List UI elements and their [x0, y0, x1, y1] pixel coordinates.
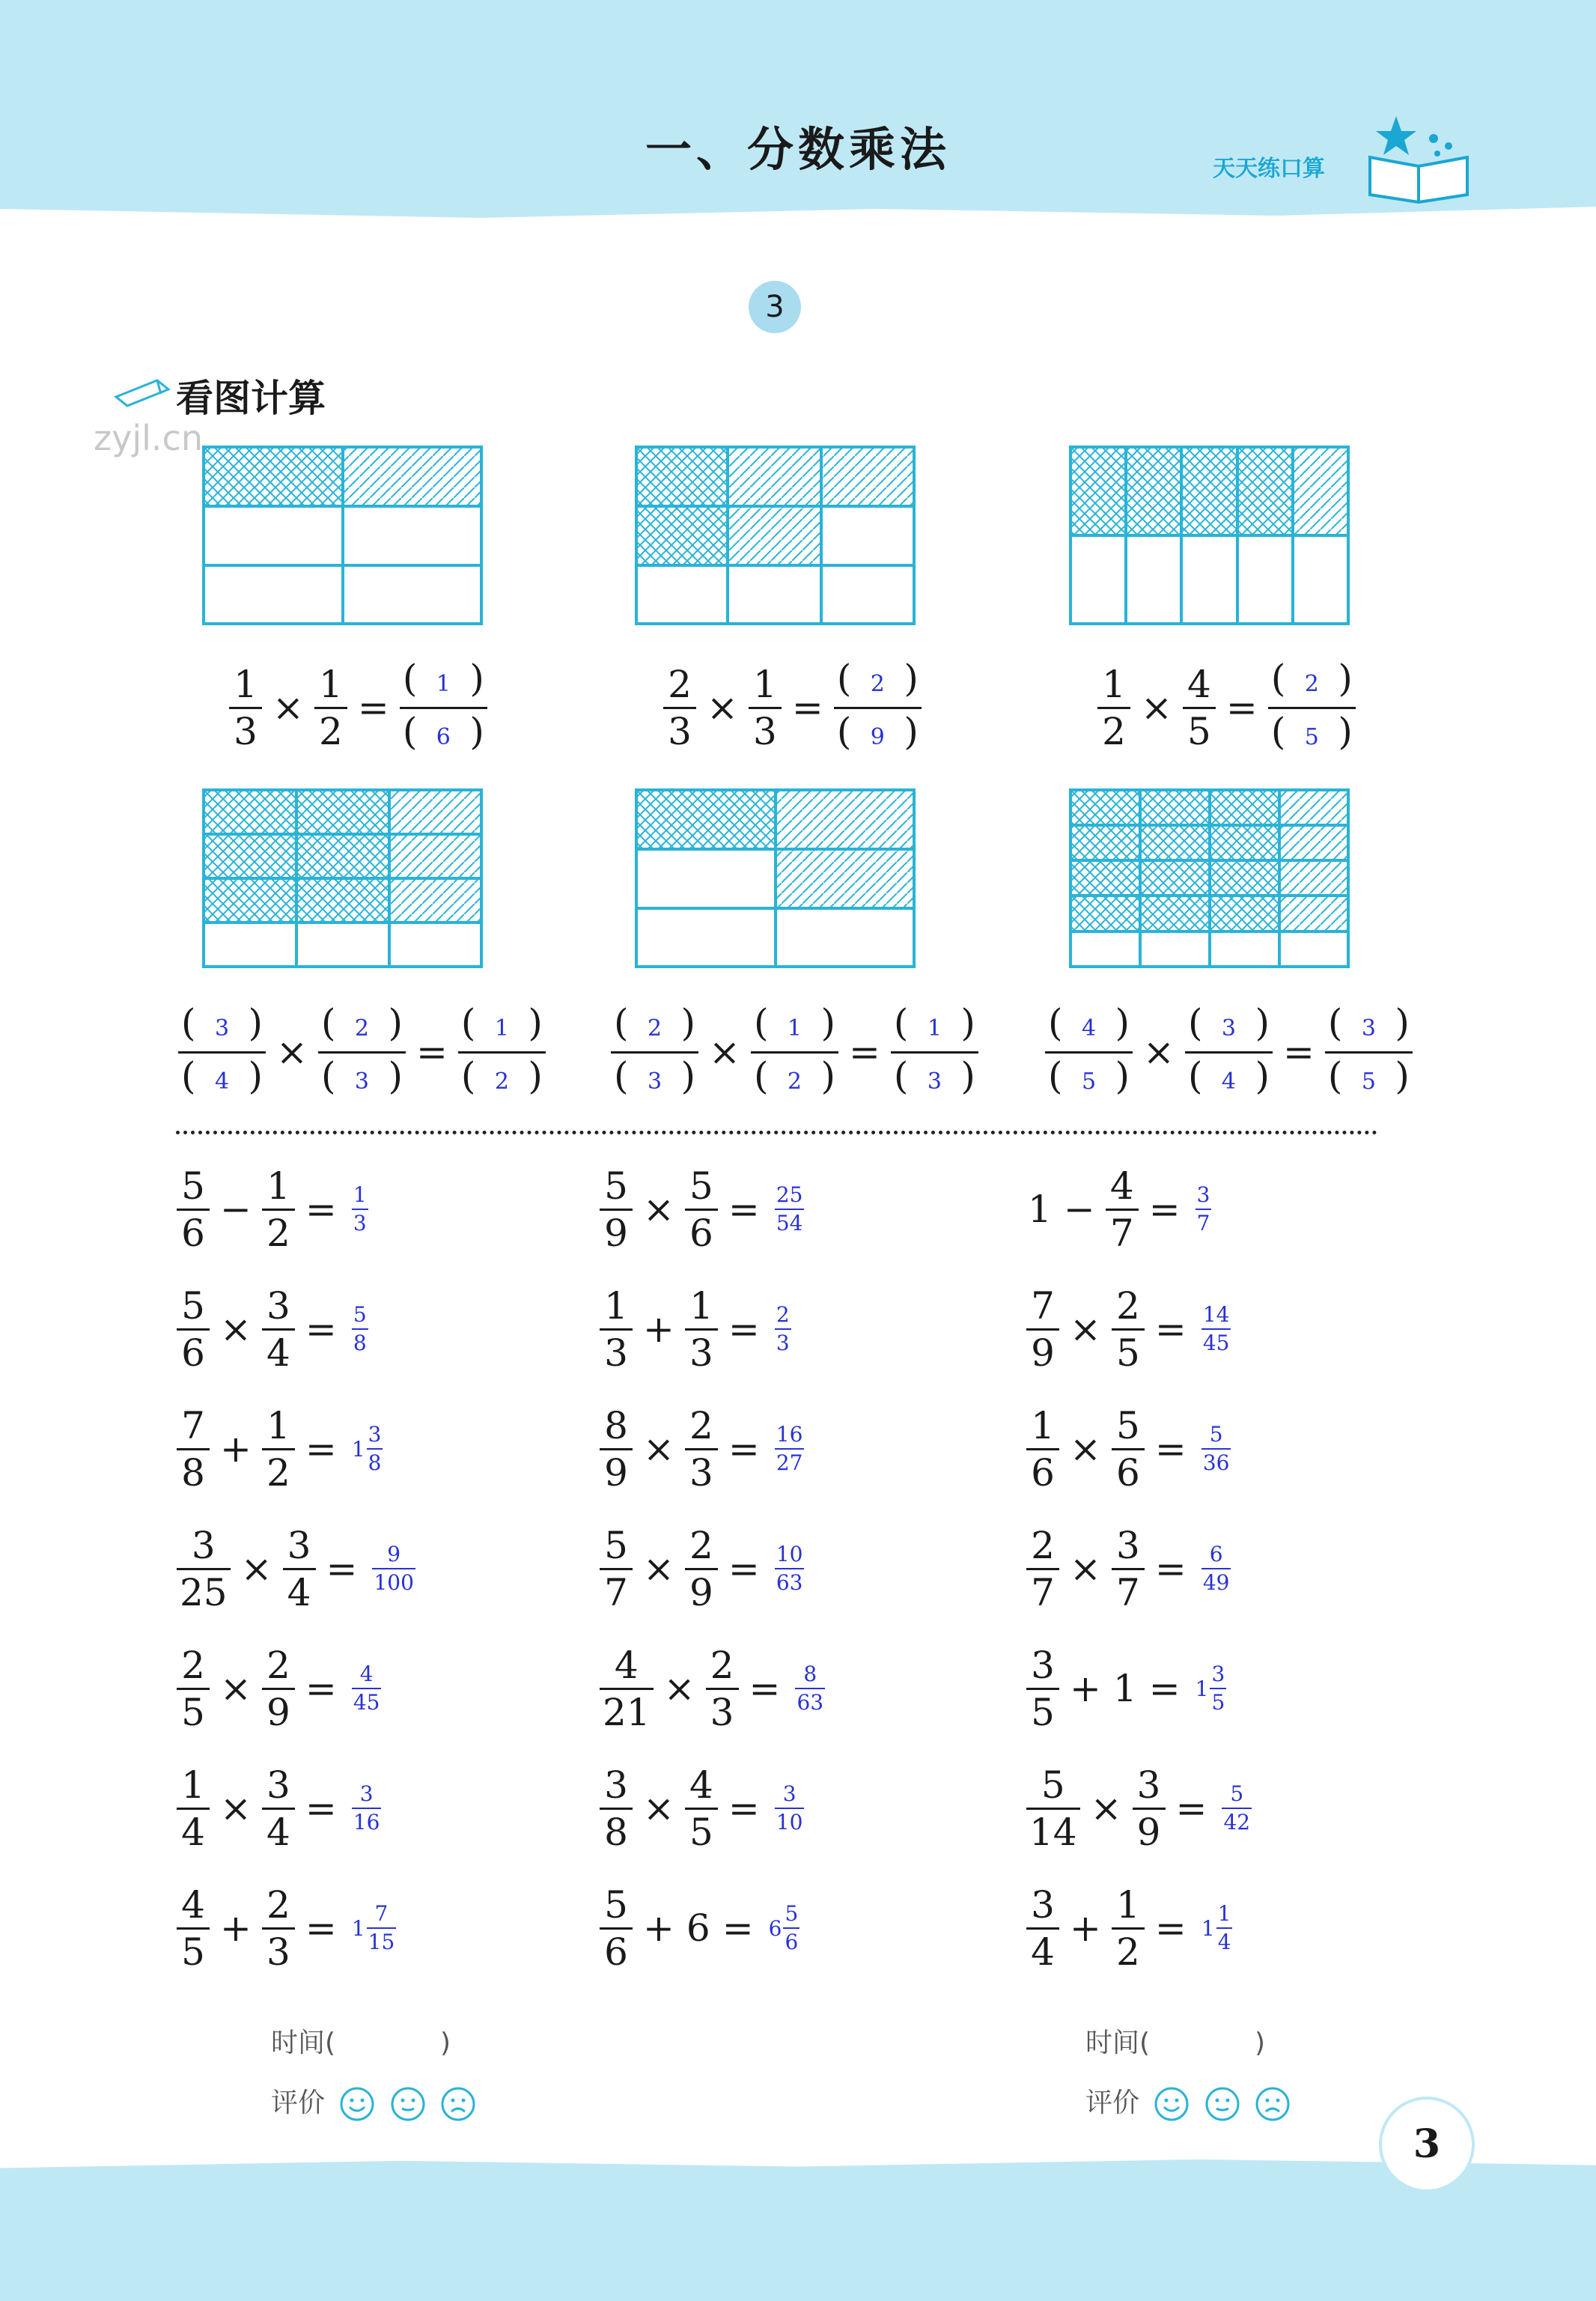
neutral-face-icon[interactable] [390, 2086, 426, 2122]
handwritten-answer[interactable]: 16 27 [776, 1422, 803, 1475]
picture-equation-6: ( 4 ) ( 5 ) × ( 3 ) ( 4 ) = ( 3 ) ( 5 ) [1041, 996, 1417, 1108]
section-number-badge: 3 [749, 281, 801, 333]
grid-figure-5 [635, 788, 916, 968]
sad-face-icon[interactable] [1255, 2086, 1291, 2122]
answer-blank[interactable]: 5 [1304, 723, 1319, 750]
handwritten-answer[interactable]: 3 10 [776, 1781, 803, 1835]
footer-band [0, 2156, 1596, 2301]
exercise-c1-6: 1 4 × 3 4 = 3 16 [172, 1752, 381, 1864]
answer-blank[interactable]: 2 [1304, 670, 1319, 697]
handwritten-answer[interactable]: 1 3 [353, 1182, 367, 1235]
smile-face-icon[interactable] [1154, 2086, 1190, 2122]
handwritten-answer[interactable]: 3 7 [1196, 1182, 1210, 1235]
answer-blank[interactable]: 4 [1081, 1015, 1097, 1042]
grid-figure-6 [1069, 788, 1350, 968]
exercise-c2-6: 3 8 × 4 5 = 3 10 [595, 1752, 804, 1864]
picture-equation-1: 1 3 × 1 2 = ( 1 ) ( 6 ) [225, 651, 492, 764]
exercise-c1-3: 7 8 + 1 2 = 1 3 8 [172, 1393, 383, 1505]
handwritten-answer[interactable]: 5 36 [1202, 1422, 1230, 1475]
answer-blank[interactable]: 4 [214, 1068, 230, 1095]
exercise-c3-5: 3 5 + 1 = 1 3 5 [1022, 1632, 1226, 1745]
evaluation-left: 评价 [271, 2082, 476, 2122]
answer-blank[interactable]: 3 [647, 1068, 663, 1095]
handwritten-answer[interactable]: 14 45 [1202, 1302, 1230, 1355]
section-divider [176, 1131, 1377, 1134]
section-heading: 看图计算 [176, 377, 326, 420]
answer-blank[interactable]: 1 [494, 1015, 509, 1042]
evaluation-right: 评价 [1085, 2082, 1291, 2122]
sad-face-icon[interactable] [440, 2086, 476, 2122]
handwritten-answer[interactable]: 1 3 5 [1195, 1662, 1225, 1715]
open-book-icon [1362, 112, 1475, 210]
exercise-c3-2: 7 9 × 2 5 = 14 45 [1022, 1273, 1231, 1385]
brand-label: 天天练口算 [1213, 156, 1325, 182]
handwritten-answer[interactable]: 6 5 6 [768, 1901, 799, 1954]
answer-blank[interactable]: 2 [647, 1015, 663, 1042]
answer-blank[interactable]: 3 [214, 1015, 230, 1042]
picture-equation-4: ( 3 ) ( 4 ) × ( 2 ) ( 3 ) = ( 1 ) ( 2 ) [174, 996, 550, 1108]
exercise-c3-7: 3 4 + 1 2 = 1 1 4 [1022, 1872, 1232, 1984]
handwritten-answer[interactable]: 1 7 15 [351, 1901, 395, 1954]
handwritten-answer[interactable]: 6 49 [1202, 1542, 1230, 1595]
answer-blank[interactable]: 2 [494, 1068, 509, 1095]
exercise-c1-5: 2 5 × 2 9 = 4 45 [172, 1632, 381, 1745]
exercise-c3-3: 1 6 × 5 6 = 5 36 [1022, 1393, 1231, 1505]
answer-blank[interactable]: 2 [787, 1068, 802, 1095]
handwritten-answer[interactable]: 1 1 4 [1201, 1901, 1231, 1954]
handwritten-answer[interactable]: 1 3 8 [351, 1422, 382, 1475]
answer-blank[interactable]: 5 [1081, 1068, 1097, 1095]
time-field-right[interactable]: 时间( ) [1085, 2028, 1266, 2058]
exercise-c1-7: 4 5 + 2 3 = 1 7 15 [172, 1872, 396, 1984]
grid-figure-1 [202, 446, 483, 625]
exercise-c2-3: 8 9 × 2 3 = 16 27 [595, 1393, 804, 1505]
answer-blank[interactable]: 3 [1221, 1015, 1236, 1042]
answer-blank[interactable]: 4 [1221, 1068, 1236, 1095]
grid-figure-2 [635, 446, 916, 625]
exercise-c1-4: 3 25 × 3 4 = 9 100 [172, 1513, 415, 1625]
page-title: 一、分数乘法 [645, 122, 951, 177]
exercise-c2-1: 5 9 × 5 6 = 25 54 [595, 1153, 804, 1265]
handwritten-answer[interactable]: 8 63 [797, 1662, 824, 1715]
exercise-c2-2: 1 3 + 1 3 = 2 3 [595, 1273, 791, 1385]
exercise-c3-6: 5 14 × 3 9 = 5 42 [1022, 1752, 1252, 1864]
picture-equation-2: 2 3 × 1 3 = ( 2 ) ( 9 ) [659, 651, 926, 764]
answer-blank[interactable]: 1 [787, 1015, 802, 1042]
pencil-icon [112, 374, 176, 408]
handwritten-answer[interactable]: 10 63 [776, 1542, 803, 1595]
exercise-c1-2: 5 6 × 3 4 = 5 8 [172, 1273, 368, 1385]
picture-equation-5: ( 2 ) ( 3 ) × ( 1 ) ( 2 ) = ( 1 ) ( 3 ) [606, 996, 983, 1108]
handwritten-answer[interactable]: 5 8 [353, 1302, 367, 1355]
exercise-c1-1: 5 6 − 1 2 = 1 3 [172, 1153, 368, 1265]
handwritten-answer[interactable]: 3 16 [353, 1781, 380, 1835]
answer-blank[interactable]: 9 [870, 723, 885, 750]
exercise-c2-7: 5 6 + 6 = 6 5 6 [595, 1872, 799, 1984]
handwritten-answer[interactable]: 4 45 [353, 1662, 380, 1715]
handwritten-answer[interactable]: 2 3 [776, 1302, 790, 1355]
exercise-c3-1: 1 − 4 7 = 3 7 [1028, 1164, 1210, 1255]
watermark: zyjl.cn [94, 418, 203, 458]
answer-blank[interactable]: 1 [927, 1015, 942, 1042]
smile-face-icon[interactable] [339, 2086, 375, 2122]
exercise-c2-5: 4 21 × 2 3 = 8 63 [595, 1632, 825, 1745]
grid-figure-4 [202, 788, 483, 968]
answer-blank[interactable]: 2 [870, 670, 885, 697]
handwritten-answer[interactable]: 9 100 [374, 1542, 414, 1595]
answer-blank[interactable]: 3 [1361, 1015, 1376, 1042]
handwritten-answer[interactable]: 25 54 [776, 1182, 803, 1235]
answer-blank[interactable]: 3 [354, 1068, 369, 1095]
answer-blank[interactable]: 2 [354, 1015, 369, 1042]
page-number: 3 [1379, 2097, 1475, 2192]
exercise-c3-4: 2 7 × 3 7 = 6 49 [1022, 1513, 1231, 1625]
answer-blank[interactable]: 3 [927, 1068, 942, 1095]
picture-equation-3: 1 2 × 4 5 = ( 2 ) ( 5 ) [1093, 651, 1360, 764]
time-field-left[interactable]: 时间( ) [271, 2028, 451, 2058]
grid-figure-3 [1069, 446, 1350, 625]
answer-blank[interactable]: 1 [436, 670, 451, 697]
exercise-c2-4: 5 7 × 2 9 = 10 63 [595, 1513, 804, 1625]
answer-blank[interactable]: 5 [1361, 1068, 1376, 1095]
neutral-face-icon[interactable] [1204, 2086, 1240, 2122]
answer-blank[interactable]: 6 [436, 723, 451, 750]
handwritten-answer[interactable]: 5 42 [1223, 1781, 1251, 1835]
